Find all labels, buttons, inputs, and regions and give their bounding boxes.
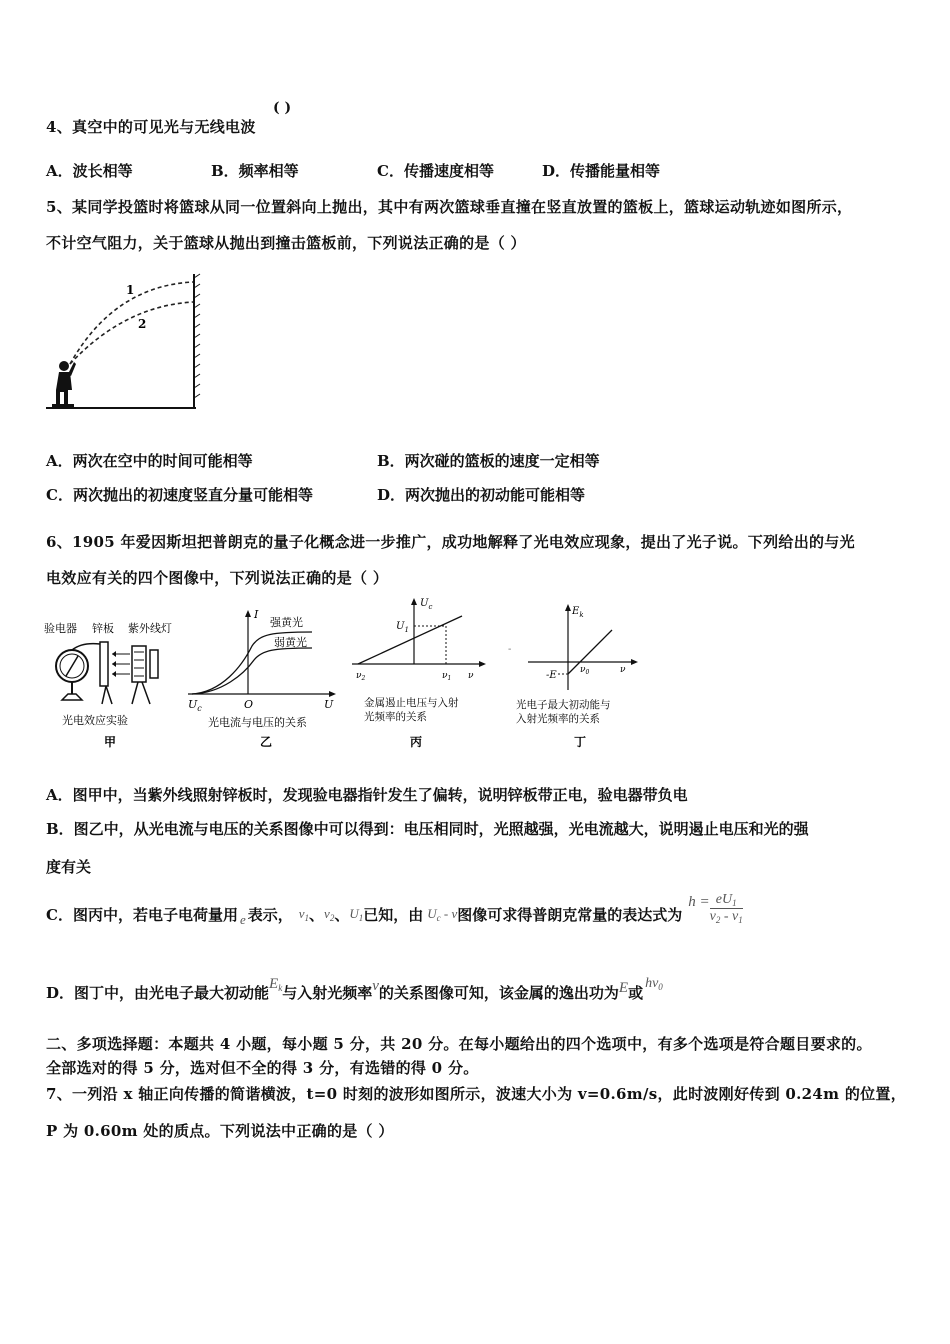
yi-tag: 乙 [260, 735, 273, 749]
svg-text:U1 [396, 621, 409, 634]
frac-numerator: eU [715, 891, 733, 907]
q4-option-a: A．波长相等 [46, 162, 133, 180]
yi-y-label: I [254, 608, 259, 621]
yi-uc-label: U [188, 698, 198, 711]
yi-caption: 光电流与电压的关系 [208, 716, 307, 729]
opt-c-u1-sub: 1 [358, 912, 364, 923]
svg-text:ν0 [580, 665, 589, 676]
q5-option-a: A．两次在空中的时间可能相等 [46, 452, 253, 470]
question-6-line1: 6、1905 年爱因斯坦把普朗克的量子化概念进一步推广，成功地解释了光电效应现象，提出了光子说。下列给出的与光 [46, 533, 855, 551]
ding-tag: 丁 [574, 735, 587, 749]
player-icon [52, 361, 76, 407]
bing-v2-label: ν [356, 671, 362, 681]
frac-numerator-sub: 1 [732, 897, 737, 908]
svg-text:Ek [571, 606, 584, 619]
opt-d-text-c: 的关系图像可知，该金属的逸出功为 [378, 983, 619, 1002]
yi-weak-light-label: 弱黄光 [274, 636, 307, 649]
opt-d-e: E [618, 979, 629, 996]
trajectory-label-2: 2 [138, 317, 147, 331]
section-2-line1: 二、多项选择题：本题共 4 小题，每小题 5 分，共 20 分。在每小题给出的四个选项中，有多个选项是符合题目要求的。 [46, 1035, 872, 1053]
opt-c-uc-sub: c [436, 912, 441, 923]
q5-option-b: B．两次碰的篮板的速度一定相等 [377, 452, 600, 470]
section-2-line2: 全部选对的得 5 分，选对但不全的得 3 分，有选错的得 0 分。 [46, 1059, 479, 1077]
opt-d-text-a: D．图丁中，由光电子最大初动能 [46, 983, 270, 1002]
q6-option-a: A．图甲中，当紫外线照射锌板时，发现验电器指针发生了偏转，说明锌板带正电，验电器带负电 [46, 786, 688, 804]
bing-v1-label: ν [442, 671, 448, 681]
opt-c-e: e [239, 912, 246, 927]
basketball-trajectory-figure [44, 268, 214, 414]
jia-label-uv-lamp: 紫外线灯 [128, 622, 172, 635]
q6-option-c [46, 892, 743, 936]
ding-x-label: ν [620, 665, 626, 675]
opt-c-dash: - ν [440, 905, 458, 921]
jia-tag: 甲 [104, 735, 117, 749]
opt-d-text-d: 或 [628, 983, 644, 1002]
opt-c-text-c: 已知，由 [363, 905, 424, 924]
frac-den-sub1: 2 [715, 914, 721, 925]
bing-y-sub: c [428, 603, 433, 611]
jia-caption: 光电效应实验 [62, 714, 128, 727]
yi-x-label: U [324, 698, 334, 711]
bing-u1-sub: 1 [404, 626, 409, 634]
ding-y-sub: k [579, 611, 584, 619]
q4-option-b: B．频率相等 [211, 162, 299, 180]
bing-u1-label: U [396, 621, 405, 632]
opt-c-sep2: 、 [334, 905, 350, 924]
ding-neg-e-label: -E [546, 670, 557, 681]
opt-d-v: ν [372, 977, 379, 994]
bing-y-label: U [420, 598, 429, 609]
opt-c-u1: U [349, 905, 359, 921]
bing-x-label: ν [468, 671, 474, 681]
bing-tag: 丙 [410, 735, 423, 749]
opt-d-hv-sub: 0 [658, 982, 663, 992]
opt-d-hv: hν [645, 976, 659, 991]
q6-option-b-line1: B．图乙中，从光电流与电压的关系图像中可以得到：电压相同时，光照越强，光电流越大，说明遏止电压和光的强 [46, 820, 809, 838]
yi-origin: O [244, 698, 254, 711]
question-6-line2: 电效应有关的四个图像中，下列说法正确的是（ ） [46, 569, 389, 587]
bing-caption-2: 光频率的关系 [364, 711, 427, 723]
q4-option-c: C．传播速度相等 [377, 162, 494, 180]
opt-c-v1-sub: 1 [304, 912, 310, 923]
svg-text:ν2 [356, 671, 365, 682]
question-4-paren: ( ) [273, 100, 292, 116]
opt-d-ek: E [269, 975, 279, 992]
opt-c-v1: ν [298, 905, 305, 921]
opt-c-h: h = [688, 893, 710, 910]
ding-caption-1: 光电子最大初动能与 [516, 699, 611, 711]
ding-y-label: E [572, 606, 580, 617]
ding-caption-2: 入射光频率的关系 [516, 713, 600, 725]
opt-c-text-a: C．图丙中，若电子电荷量用 [46, 905, 238, 924]
ding-v0-label: ν [580, 665, 586, 675]
q6-option-b-line2: 度有关 [46, 858, 92, 876]
svg-text:ν1 [442, 671, 451, 682]
question-7-line1: 7、一列沿 x 轴正向传播的简谐横波，t=0 时刻的波形如图所示，波速大小为 v=0.6m/s，此时波刚好传到 0.24m 的位置， [46, 1085, 907, 1103]
question-7-line2: P 为 0.60m 处的质点。下列说法中正确的是（ ） [46, 1122, 394, 1140]
bing-v1-sub: 1 [447, 675, 452, 682]
frac-den-mid: - ν [720, 908, 739, 924]
svg-text:Uc [188, 698, 202, 713]
figure-jia-photoelectric-experiment [42, 614, 192, 750]
opt-c-uc: U [427, 905, 437, 921]
yi-strong-light-label: 强黄光 [270, 616, 303, 629]
figure-bing-stopping-voltage [350, 594, 490, 750]
opt-d-ek-sub: k [278, 982, 283, 993]
frac-den-v2: ν [709, 908, 716, 924]
q5-option-d: D．两次抛出的初动能可能相等 [377, 486, 586, 504]
opt-c-sep1: 、 [309, 905, 325, 924]
question-4-stem: 4、真空中的可见光与无线电波 [46, 118, 256, 136]
question-5-line1: 5、某同学投篮时将篮球从同一位置斜向上抛出，其中有两次篮球垂直撞在竖直放置的篮板上，篮球运动轨迹如图所示， [46, 198, 853, 216]
opt-d-text-b: 与入射光频率 [282, 983, 373, 1002]
ding-v0-sub: 0 [585, 669, 590, 676]
figure-ding-kinetic-energy [508, 600, 648, 750]
planck-constant-fraction [710, 892, 743, 925]
opt-c-v2-sub: 2 [329, 912, 335, 923]
jia-label-zinc: 锌板 [92, 622, 114, 635]
q5-option-c: C．两次抛出的初速度竖直分量可能相等 [46, 486, 313, 504]
bing-caption-1: 金属遏止电压与入射 [364, 697, 459, 709]
yi-uc-sub: c [197, 704, 202, 713]
bing-v2-sub: 2 [361, 675, 366, 682]
jia-label-electroscope: 验电器 [44, 622, 77, 635]
svg-text:-: - [508, 644, 512, 655]
opt-c-v2: ν [324, 905, 330, 921]
opt-c-text-b: 表示， [247, 905, 293, 924]
q4-option-d: D．传播能量相等 [542, 162, 661, 180]
trajectory-label-1: 1 [126, 283, 135, 297]
svg-text:Uc [420, 598, 432, 611]
q6-option-d [46, 972, 663, 1012]
opt-c-text-d: 图像可求得普朗克常量的表达式为 [457, 905, 683, 924]
frac-den-sub2: 1 [738, 914, 743, 925]
question-5-line2: 不计空气阻力，关于篮球从抛出到撞击篮板前，下列说法正确的是（ ） [46, 234, 526, 252]
figure-yi-current-voltage [182, 606, 344, 750]
